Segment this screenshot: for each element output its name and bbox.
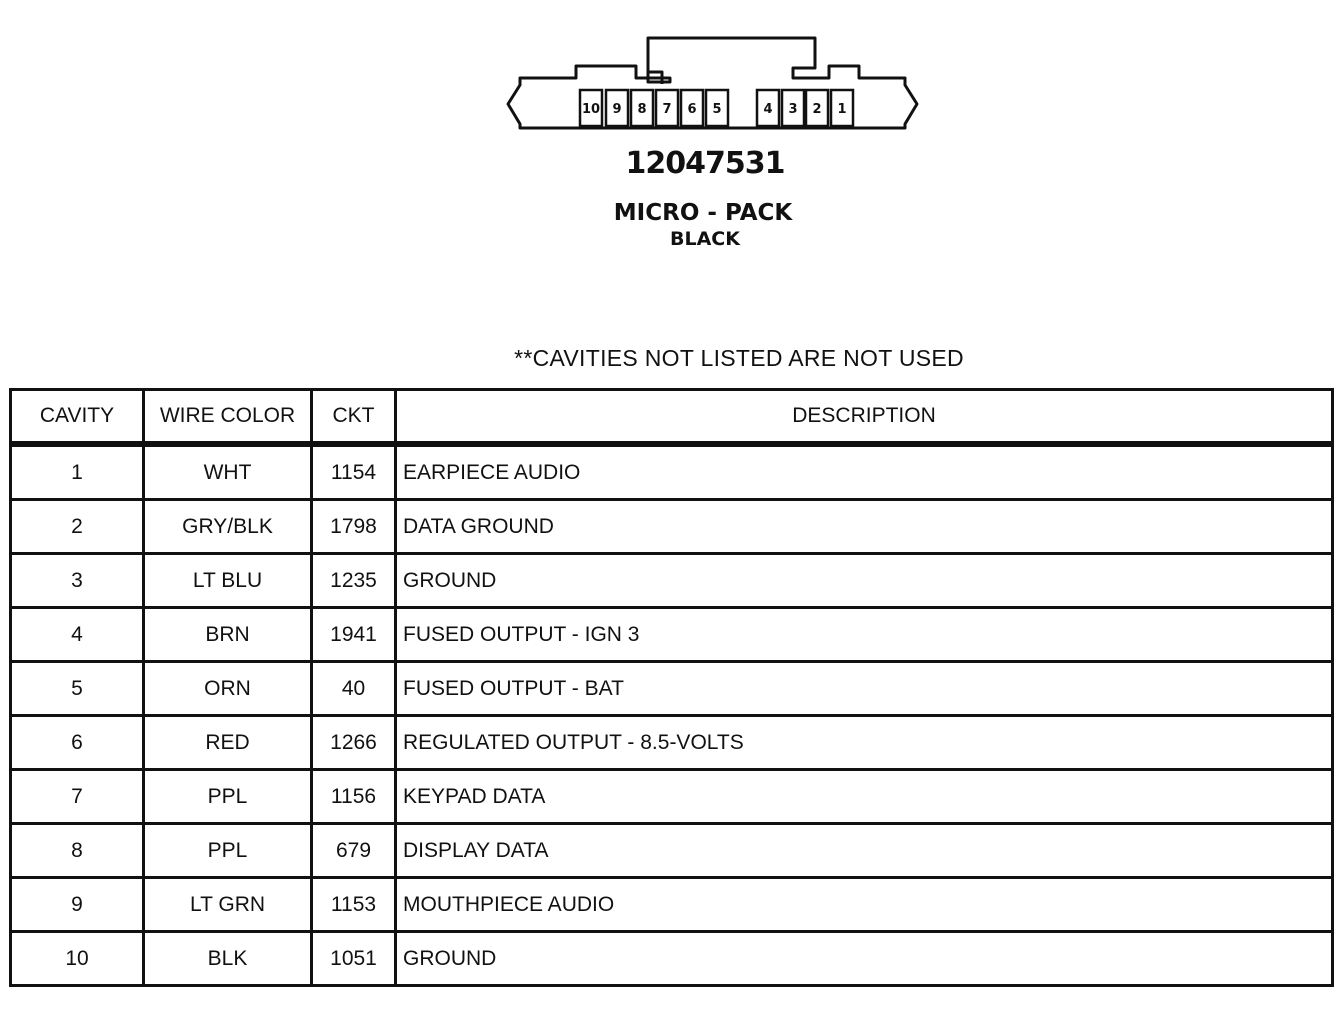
table-row	[11, 932, 1333, 986]
table-row	[11, 716, 1333, 770]
cell-cavity: 10	[11, 932, 144, 986]
cell-wire-color: GRY/BLK	[144, 500, 312, 554]
cell-cavity: 3	[11, 554, 144, 608]
cavity-label-3: 3	[788, 102, 798, 117]
cell-ckt: 1156	[312, 770, 396, 824]
table-header-row	[11, 390, 1333, 445]
cell-ckt: 1266	[312, 716, 396, 770]
cell-description: KEYPAD DATA	[396, 770, 1333, 824]
connector-color: BLACK	[670, 228, 740, 250]
cell-cavity: 6	[11, 716, 144, 770]
cell-wire-color: LT BLU	[144, 554, 312, 608]
cell-description: GROUND	[396, 932, 1333, 986]
cell-description: MOUTHPIECE AUDIO	[396, 878, 1333, 932]
cell-cavity: 7	[11, 770, 144, 824]
cell-wire-color: ORN	[144, 662, 312, 716]
header-ckt: CKT	[312, 390, 396, 445]
cavity-label-8: 8	[637, 102, 647, 117]
cell-cavity: 5	[11, 662, 144, 716]
cavity-label-4: 4	[763, 102, 773, 117]
table-row	[11, 608, 1333, 662]
cell-description: DISPLAY DATA	[396, 824, 1333, 878]
cavity-label-1: 1	[837, 102, 847, 117]
cell-description: REGULATED OUTPUT - 8.5-VOLTS	[396, 716, 1333, 770]
table-row	[11, 824, 1333, 878]
cell-cavity: 4	[11, 608, 144, 662]
header-wire-color: WIRE COLOR	[144, 390, 312, 445]
cell-wire-color: PPL	[144, 824, 312, 878]
cell-description: DATA GROUND	[396, 500, 1333, 554]
cell-wire-color: BLK	[144, 932, 312, 986]
header-description: DESCRIPTION	[396, 390, 1333, 445]
unused-cavities-note: **CAVITIES NOT LISTED ARE NOT USED	[514, 345, 964, 371]
cell-ckt: 1798	[312, 500, 396, 554]
cell-description: GROUND	[396, 554, 1333, 608]
table-row	[11, 878, 1333, 932]
cell-cavity: 1	[11, 444, 144, 500]
table-row	[11, 444, 1333, 500]
cavity-label-6: 6	[687, 102, 697, 117]
cell-cavity: 2	[11, 500, 144, 554]
cell-cavity: 9	[11, 878, 144, 932]
cell-ckt: 1235	[312, 554, 396, 608]
cell-wire-color: PPL	[144, 770, 312, 824]
cavity-label-10: 10	[581, 102, 601, 117]
cavity-label-9: 9	[612, 102, 622, 117]
part-number: 12047531	[625, 146, 785, 181]
cell-ckt: 40	[312, 662, 396, 716]
cell-wire-color: WHT	[144, 444, 312, 500]
cavity-label-2: 2	[812, 102, 822, 117]
table-row	[11, 554, 1333, 608]
cell-wire-color: LT GRN	[144, 878, 312, 932]
table-row	[11, 770, 1333, 824]
cell-wire-color: BRN	[144, 608, 312, 662]
cell-ckt: 1051	[312, 932, 396, 986]
cell-ckt: 1153	[312, 878, 396, 932]
cell-wire-color: RED	[144, 716, 312, 770]
cavity-label-7: 7	[662, 102, 672, 117]
cell-ckt: 1154	[312, 444, 396, 500]
connector-name: MICRO - PACK	[613, 200, 793, 226]
cavity-table	[9, 388, 1334, 987]
cell-description: FUSED OUTPUT - BAT	[396, 662, 1333, 716]
cavity-label-5: 5	[712, 102, 722, 117]
cell-ckt: 679	[312, 824, 396, 878]
header-cavity: CAVITY	[11, 390, 144, 445]
cell-description: FUSED OUTPUT - IGN 3	[396, 608, 1333, 662]
cell-cavity: 8	[11, 824, 144, 878]
table-row	[11, 500, 1333, 554]
cell-description: EARPIECE AUDIO	[396, 444, 1333, 500]
table-row	[11, 662, 1333, 716]
cell-ckt: 1941	[312, 608, 396, 662]
